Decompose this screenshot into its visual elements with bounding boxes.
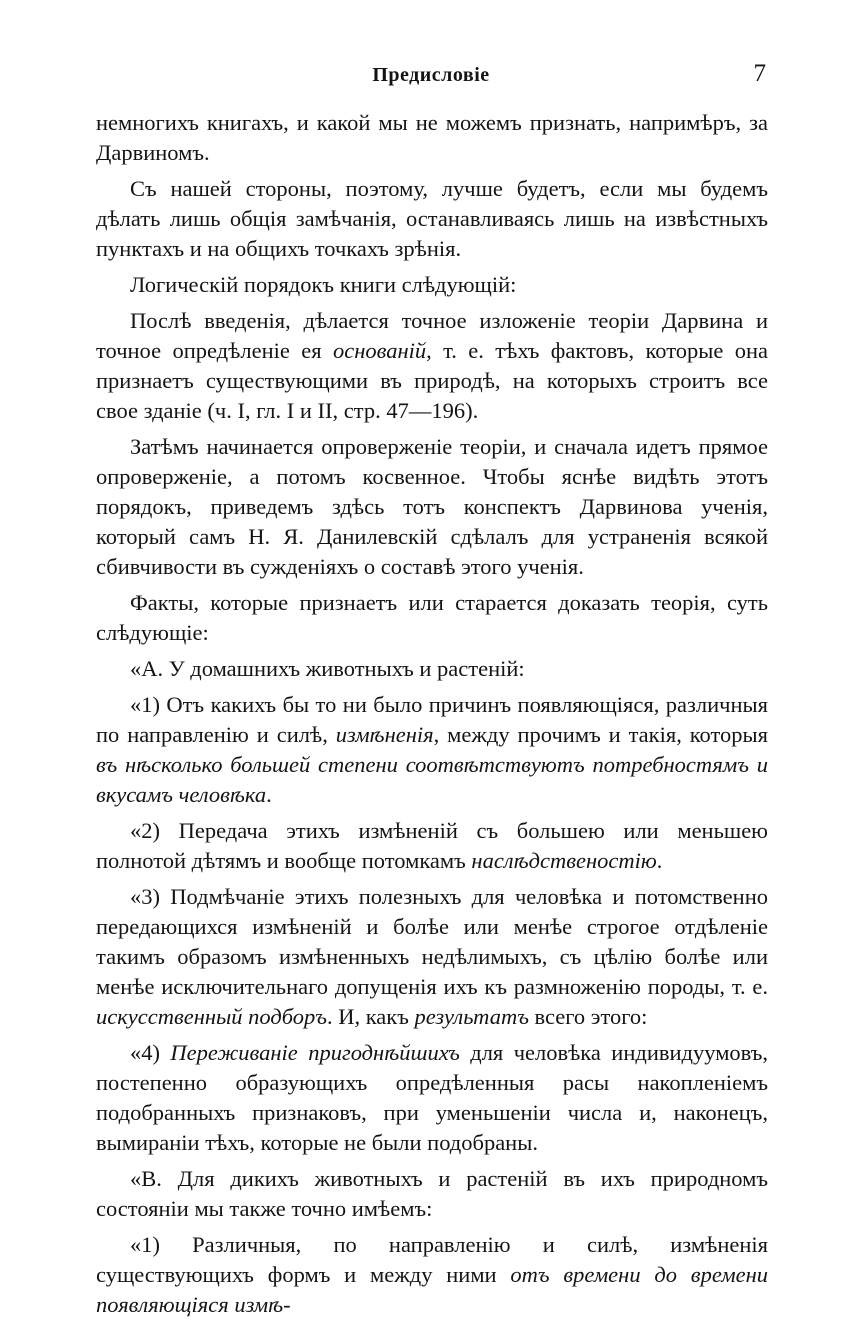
paragraph	[96, 1038, 768, 1158]
text-run: всего этого:	[528, 1004, 648, 1029]
text-run: «В. Для дикихъ животныхъ и растеній въ ихъ природномъ состояніи мы также точно имѣемъ:	[96, 1166, 768, 1221]
text-run: Съ нашей стороны, поэтому, лучше будетъ, если мы будемъ дѣлать лишь общія замѣчанія, останавливаясь лишь на извѣстныхъ пунктахъ и на общихъ точкахъ зрѣнія.	[96, 176, 768, 261]
text-run: Послѣ введенія, дѣлается точное изложеніе теоріи Дарвина и точное опредѣленіе ея	[96, 308, 768, 363]
text-run: .	[266, 782, 272, 807]
italic-run: въ нѣсколько большей степени соотвѣтствуютъ потребностямъ и вкусамъ человѣка	[96, 752, 768, 807]
text-run: для человѣка индивидуумовъ, постепенно образующихъ опредѣленныя расы накопленіемъ подобранныхъ признаковъ, при уменьшеніи числа и, наконецъ, вымираніи тѣхъ, которые не были подобраны.	[96, 1040, 769, 1155]
italic-run: основаній	[332, 338, 427, 363]
text-run: «1) Различныя, по направленію и силѣ, измѣненія существующихъ формъ и между ними	[96, 1232, 768, 1287]
paragraph	[96, 1164, 768, 1224]
text-run: «1) Отъ какихъ бы то ни было причинъ появляющіяся, различныя по направленію и силѣ,	[96, 692, 768, 747]
paragraph	[96, 882, 768, 1032]
text-run: «4)	[130, 1040, 171, 1065]
paragraph	[96, 816, 768, 876]
paragraph	[96, 1230, 768, 1320]
page-header	[96, 62, 766, 92]
running-title: Предисловіе	[372, 64, 490, 86]
text-run: . И, какъ	[326, 1004, 415, 1029]
text-run: Затѣмъ начинается опроверженіе теоріи, и сначала идетъ прямое опроверженіе, а потомъ косвенное. Чтобы яснѣе видѣть этотъ порядокъ, приведемъ здѣсь тотъ конспектъ Дарвинова ученія, который самъ Н. Я. Данилевскій сдѣлалъ для устраненія всякой сбивчивости въ сужденіяхъ о составѣ этого ученія.	[96, 434, 768, 579]
text-run: «3) Подмѣчаніе этихъ полезныхъ для человѣка и потомственно передающихся измѣненій и болѣе или менѣе строгое отдѣленіе такимъ образомъ измѣненныхъ недѣлимыхъ, съ цѣлію болѣе или менѣе исключительнаго допущенія ихъ къ размноженію породы, т. е.	[96, 884, 768, 999]
text-run: , между прочимъ и такія, которыя	[433, 722, 768, 747]
paragraph	[96, 654, 768, 684]
paragraph	[96, 432, 768, 582]
paragraph	[96, 270, 768, 300]
text-run: «А. У домашнихъ животныхъ и растеній:	[130, 656, 525, 681]
text-run: немногихъ книгахъ, и какой мы не можемъ признать, напримѣръ, за Дарвиномъ.	[96, 110, 768, 165]
paragraph	[96, 588, 768, 648]
italic-run: наслѣдственостію	[471, 848, 657, 873]
paragraph	[96, 108, 768, 168]
body-text	[96, 108, 768, 1326]
paragraph	[96, 690, 768, 810]
text-run: .	[656, 848, 663, 873]
paragraph	[96, 306, 768, 426]
italic-run: измѣненія	[335, 722, 434, 747]
italic-run: искусственный подборъ	[96, 1004, 327, 1029]
text-run: , т. е. тѣхъ фактовъ, которые она признаетъ существующими въ природѣ, на которыхъ строитъ все свое зданіе (ч. I, гл. I и II, стр. 47—196).	[96, 338, 768, 423]
italic-run: Переживаніе пригоднѣйшихъ	[170, 1040, 460, 1065]
text-run: «2) Передача этихъ измѣненій съ большею или меньшею полнотой дѣтямъ и вообще потомкамъ	[96, 818, 768, 873]
text-run: Логическій порядокъ книги слѣдующій:	[130, 272, 517, 297]
italic-run: отъ времени до времени появляющіяся измѣ-	[96, 1262, 769, 1317]
italic-run: результатъ	[414, 1004, 529, 1029]
text-run: Факты, которые признаетъ или старается доказать теорія, суть слѣдующіе:	[96, 590, 768, 645]
paragraph	[96, 174, 768, 264]
page-number: 7	[753, 60, 766, 87]
